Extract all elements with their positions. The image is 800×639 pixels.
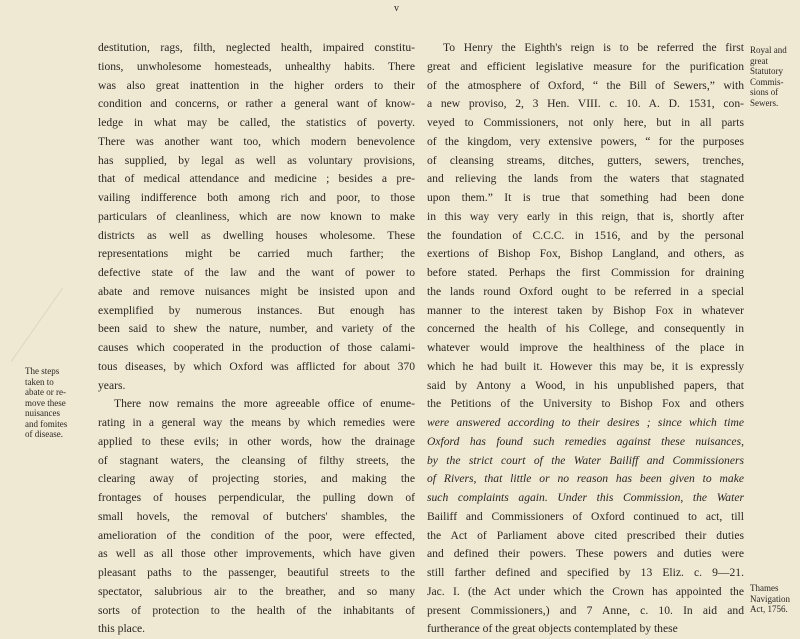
text-line: concerned the health of his College, and consequently in (427, 322, 744, 336)
text-line: exemplified by numerous instances. But enough has (98, 303, 415, 317)
text-line: a new proviso, 2, 3 Hen. VIII. c. 10. A. D. 1531, con- (427, 97, 744, 111)
text-line: To Henry the Eighth's reign is to be referred the first (443, 41, 744, 54)
text-line: of cleansing streams, ditches, gutters, sewers, trenches, (427, 153, 744, 167)
margin-note-thames (750, 583, 798, 615)
margin-note-line: nuisances (25, 408, 60, 418)
text-line: of the atmosphere of Oxford, “ the Bill of Sewers,” with (427, 78, 744, 92)
text-line: There now remains the more agreeable office of enume- (114, 397, 415, 411)
text-line: tions, unwholesome homesteads, unhealthy habits. There (98, 59, 415, 73)
text-line: the lands round Oxford ought to be referred in a special (427, 284, 744, 298)
text-line: condition and concerns, or rather a general want of know- (98, 97, 415, 111)
text-line: particulars of cleanliness, which are now known to make (98, 209, 415, 223)
text-line: manner to the interest taken by Bishop Fox in whatever (427, 303, 744, 317)
text-line: the foundation of C.C.C. in 1516, and by the personal (427, 228, 744, 242)
text-line: clearing away of projecting stories, and making the (98, 472, 415, 486)
text-line: causes which cooperated in the production of those calami- (98, 341, 415, 354)
text-line: sorts of protection to the health of the inhabitants of (98, 603, 415, 617)
text-line: the Act of Parliament above cited prescribed their duties (427, 528, 744, 542)
text-line: present Commissioners,) and 7 Anne, c. 10. In aid and (427, 603, 744, 617)
text-line: applied to these evils; in other words, how the drainage (98, 434, 415, 448)
margin-note-line: The steps (25, 366, 60, 376)
text-line: which he had built it. However this may be, it is expressly (427, 359, 744, 373)
text-line: whatever would improve the healthiness of the place in (427, 341, 744, 354)
left-text-column (98, 39, 415, 639)
text-line: spectator, salubrious air to the breather, and so many (98, 584, 415, 598)
text-line: exertions of Bishop Fox, Bishop Langland, and others, as (427, 247, 744, 261)
text-line: been said to shew the nature, number, and variety of the (98, 322, 415, 336)
text-line: of stagnant waters, the cleansing of filthy streets, the (98, 453, 415, 467)
margin-note-line: Statutory (750, 66, 783, 76)
margin-note-line: and fomites (25, 418, 68, 429)
text-line: the Petitions of the University to Bishop Fox and others (427, 397, 744, 411)
text-line: tous diseases, by which Oxford was afflicted for about 370 (98, 359, 415, 373)
margin-note-line: of disease. (25, 429, 63, 439)
margin-note-line: move these (25, 397, 66, 408)
margin-note-line: abate or re- (25, 387, 66, 397)
text-line: pleasant paths to the passenger, beautiful streets to the (98, 566, 415, 579)
margin-note-line: great (750, 55, 768, 66)
text-line: and defined their powers. These powers and duties were (427, 547, 744, 561)
margin-note-steps (25, 366, 73, 440)
text-line: Oxford has found such remedies against these nuisances, (427, 434, 744, 448)
text-line: Bailiff and Commissioners of Oxford continued to act, till (427, 509, 744, 523)
text-line: destitution, rags, filth, neglected health, impaired constitu- (98, 41, 415, 54)
text-line: There was another want too, which modern benevolence (98, 134, 415, 148)
text-line: representations might be carried much farther; the (98, 247, 415, 261)
text-line: and relieving the lands from the waters that stagnated (427, 172, 744, 186)
page-folio: v (394, 3, 399, 14)
margin-note-line: sions of (750, 87, 779, 97)
text-line: still farther defined and specified by 13 Eliz. c. 9—21. (427, 566, 744, 579)
text-line: veyed to Commissioners, not only here, but in all parts (427, 116, 744, 129)
margin-note-line: Thames (750, 583, 779, 593)
margin-note-line: Royal and (750, 45, 787, 55)
text-line: before stated. Perhaps the first Commission for draining (427, 266, 744, 279)
margin-note-sewers (750, 45, 798, 108)
margin-note-line: taken to (25, 376, 54, 387)
text-line: Jac. I. (the Act under which the Crown has appointed the (427, 584, 744, 598)
text-line: frontages of houses perpendicular, the pulling down of (98, 491, 415, 504)
text-line: this place. (98, 622, 146, 636)
text-line: that of medical attendance and medicine ; besides a pre- (98, 172, 415, 186)
text-line: vailing indifference both among rich and poor, to those (98, 191, 415, 204)
margin-note-line: Commis- (750, 76, 784, 87)
text-line: of the kingdom, very extensive powers, “ for the purposes (427, 134, 744, 148)
text-line: defective state of the law and the want of power to (98, 266, 415, 279)
text-line: by the strict court of the Water Bailiff and Commissioners (427, 453, 744, 467)
text-line: were answered according to their desires ; since which time (427, 416, 744, 429)
margin-note-line: Navigation (750, 593, 790, 604)
text-line: of Rivers, that little or no reason has been given to make (427, 472, 744, 486)
text-line: years. (98, 378, 126, 392)
margin-note-line: Act, 1756. (750, 604, 788, 614)
text-line: abate and remove nuisances might be insisted upon and (98, 284, 415, 298)
text-line: upon them.” It is true that something had been done (427, 191, 744, 204)
text-line: has supplied, by legal as well as voluntary provisions, (98, 153, 415, 167)
margin-note-line: Sewers. (750, 97, 779, 108)
text-line: was also great inattention in the higher orders to their (98, 78, 415, 92)
text-line: amelioration of the condition of the poor, were effected, (98, 528, 415, 542)
right-text-column (427, 39, 744, 639)
text-line: rating in a general way the means by which remedies were (98, 416, 415, 429)
text-line: said by Antony a Wood, in his unpublished papers, that (427, 378, 744, 392)
text-line: furtherance of the great objects contemplated by these (427, 622, 678, 636)
text-line: ledge in what may be called, the statistics of poverty. (98, 116, 415, 129)
text-line: such complaints again. Under this Commission, the Water (427, 491, 744, 504)
text-line: as well as all those other improvements, which have given (98, 547, 415, 561)
text-line: small hovels, the removal of butchers' shambles, the (98, 509, 415, 523)
text-line: in this way very early in this reign, that is, shortly after (427, 209, 744, 223)
text-line: great and efficient legislative measure for the purification (427, 59, 744, 73)
text-line: districts as well as dwelling houses wholesome. These (98, 228, 415, 242)
